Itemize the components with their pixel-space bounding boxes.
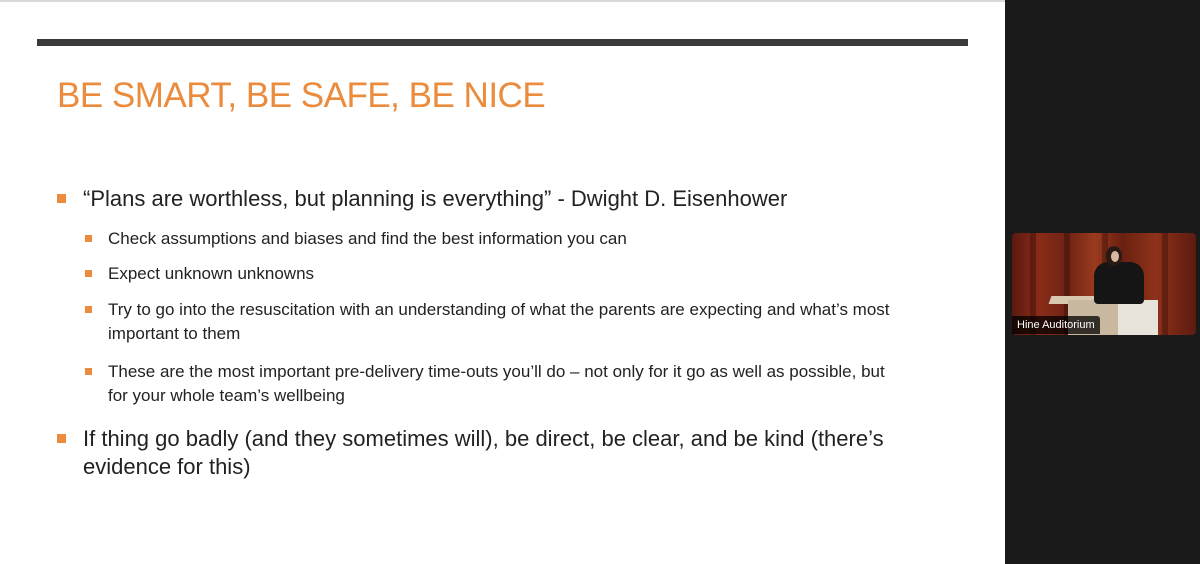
bullet-level2 xyxy=(108,360,908,408)
bullet-text: Try to go into the resuscitation with an understanding of what the parents are expecting and what’s most important to them xyxy=(108,300,890,343)
slide-title: BE SMART, BE SAFE, BE NICE xyxy=(57,76,546,115)
slide-header-rule xyxy=(37,39,968,46)
bullet-level1 xyxy=(83,425,933,481)
bullet-text: “Plans are worthless, but planning is everything” - Dwight D. Eisenhower xyxy=(83,186,788,211)
curtain-fold xyxy=(1162,233,1168,335)
bullet-text: If thing go badly (and they sometimes will), be direct, be clear, and be kind (there’s evidence for this) xyxy=(83,426,884,479)
presenter-figure xyxy=(1094,262,1144,304)
bullet-square-icon xyxy=(57,434,66,443)
bullet-level2 xyxy=(108,262,908,286)
podium-sign xyxy=(1118,300,1158,335)
bullet-square-icon xyxy=(85,235,92,242)
bullet-square-icon xyxy=(85,306,92,313)
bullet-square-icon xyxy=(57,194,66,203)
bullet-level2 xyxy=(108,227,908,251)
presenter-face xyxy=(1111,251,1119,262)
bullet-square-icon xyxy=(85,270,92,277)
bullet-square-icon xyxy=(85,368,92,375)
bullet-text: These are the most important pre-delivery time-outs you’ll do – not only for it go as well as possible, but for your whole team’s wellbeing xyxy=(108,362,885,405)
bullet-level1 xyxy=(83,185,963,213)
participant-name-label: Hine Auditorium xyxy=(1012,316,1100,334)
bullet-level2 xyxy=(108,298,908,346)
bullet-text: Expect unknown unknowns xyxy=(108,264,315,283)
bullet-text: Check assumptions and biases and find the best information you can xyxy=(108,229,627,248)
slide-top-border xyxy=(0,0,1005,2)
